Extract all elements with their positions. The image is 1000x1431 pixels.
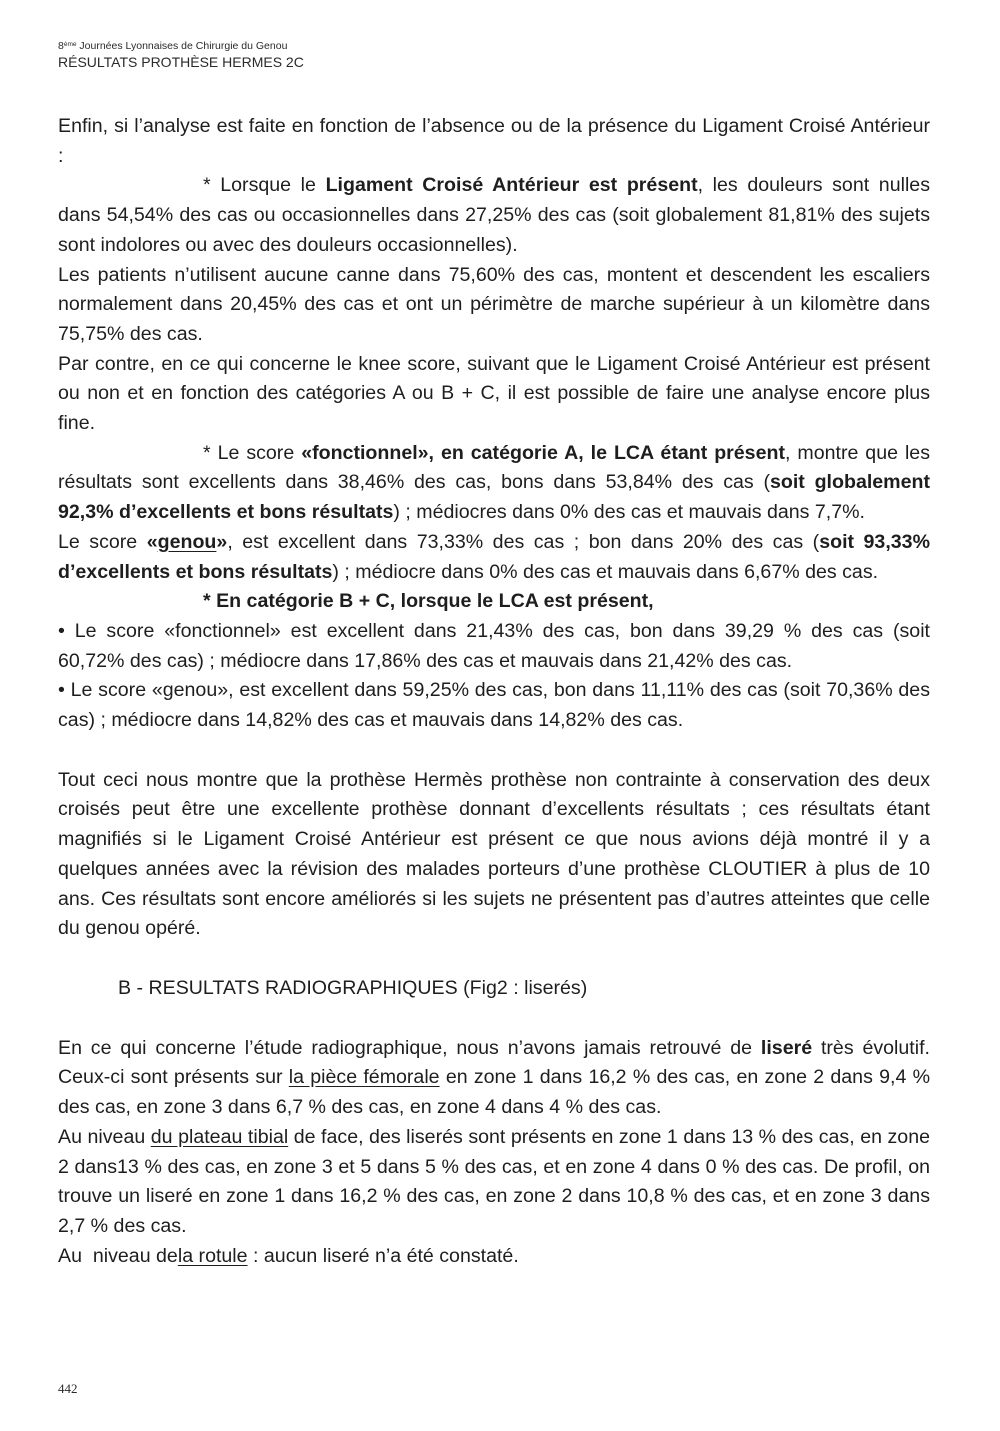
page-number: 442 xyxy=(58,1381,78,1396)
paragraph-intro: Enfin, si l’analyse est faite en fonction de l’absence ou de la présence du Ligament Croisé Antérieur : xyxy=(58,115,930,167)
paragraph-conclusion: Tout ceci nous montre que la prothèse Hermès prothèse non contrainte à conservation des deux croisés peut être une excellente prothèse donnant d’excellents résultats ; ces résultats étant magnifiés si le Ligament Croisé Antérieur est présent ce que nous avions déjà montré il y a quelques années avec la révision des malades porteurs d’une prothèse CLOUTIER à plus de 10 ans. Ces résultats sont encore améliorés si les sujets ne présentent pas d’autres atteintes que celle du genou opéré. xyxy=(58,768,930,940)
paragraph-liseres-rotule: Au niveau dela rotule : aucun liseré n’a été constaté. xyxy=(58,1244,519,1267)
paragraph-lca-present: * Lorsque le Ligament Croisé Antérieur est présent, les douleurs sont nulles dans 54,54% des cas ou occasionnelles dans 27,25% des cas (soit globalement 81,81% des sujets sont indolores ou avec des douleurs occasionnelles). xyxy=(58,174,930,256)
paragraph-gap xyxy=(58,1004,930,1034)
paragraph-liseres-tibial: Au niveau du plateau tibial de face, des liserés sont présents en zone 1 dans 13 % des cas, en zone 2 dans13 % des cas, en zone 3 et 5 dans 5 % des cas, et en zone 4 dans 0 % des cas. De profil, on trouve un liseré en zone 1 dans 16,2 % des cas, en zone 2 dans 10,8 % des cas, et en zone 3 dans 2,7 % des cas. xyxy=(58,1125,931,1237)
header-title: RÉSULTATS PROTHÈSE HERMES 2C xyxy=(58,54,304,70)
running-header xyxy=(58,38,928,71)
paragraph-gap xyxy=(58,944,930,974)
paragraph-liseres-femorale: En ce qui concerne l’étude radiographique, nous n’avons jamais retrouvé de liseré très évolutif. Ceux-ci sont présents sur la pièce fémorale en zone 1 dans 16,2 % des cas, en zone 2 dans 9,4 % des cas, en zone 3 dans 6,7 % des cas, en zone 4 dans 4 % des cas. xyxy=(58,1036,930,1119)
paragraph-knee-score: Par contre, en ce qui concerne le knee score, suivant que le Ligament Croisé Antérieur est présent ou non et en fonction des catégories A ou B + C, il est possible de faire une analyse encore plus fine. xyxy=(58,352,930,435)
paragraph-score-genou-a: Le score «genou», est excellent dans 73,33% des cas ; bon dans 20% des cas (soit 93,33% d’excellents et bons résultats) ; médiocre dans 0% des cas et mauvais dans 6,67% des cas. xyxy=(58,530,930,583)
section-title-radiographiques: B - RESULTATS RADIOGRAPHIQUES (Fig2 : liserés) xyxy=(118,976,588,999)
paragraph-canne: Les patients n’utilisent aucune canne dans 75,60% des cas, montent et descendent les escaliers normalement dans 20,45% des cas et ont un périmètre de marche supérieur à un kilomètre dans 75,75% des cas. xyxy=(58,263,930,345)
header-conference: 8ème Journées Lyonnaises de Chirurgie du Genou xyxy=(58,40,288,52)
paragraph-score-fonctionnel-a: * Le score «fonctionnel», en catégorie A, le LCA étant présent, montre que les résultats sont excellents dans 38,46% des cas, bons dans 53,84% des cas (soit globalement 92,3% d’excellents et bons résultats) ; médiocres dans 0% des cas et mauvais dans 7,7%. xyxy=(58,441,930,524)
paragraph-gap xyxy=(58,736,930,766)
bullet-score-genou-bc: • Le score «genou», est excellent dans 59,25% des cas, bon dans 11,11% des cas (soit 70,36% des cas) ; médiocre dans 14,82% des cas et mauvais dans 14,82% des cas. xyxy=(58,679,930,732)
bullet-score-fonctionnel-bc: • Le score «fonctionnel» est excellent dans 21,43% des cas, bon dans 39,29 % des cas (soit 60,72% des cas) ; médiocre dans 17,86% des cas et mauvais dans 21,42% des cas. xyxy=(58,619,930,672)
paragraph-categorie-bc-heading: * En catégorie B + C, lorsque le LCA est présent, xyxy=(203,590,654,613)
body-text xyxy=(58,112,930,1271)
